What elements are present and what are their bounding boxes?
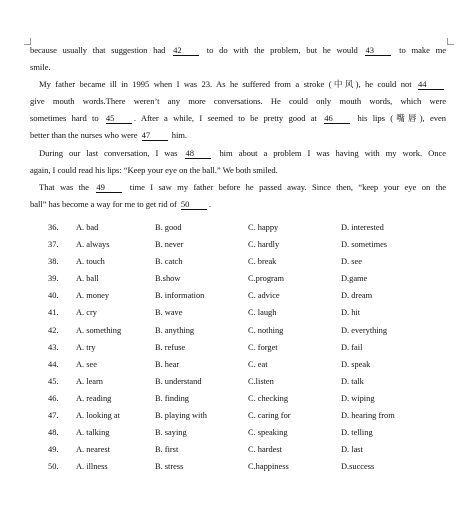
option-b: B. wave [155,308,183,318]
option-c: C.listen [248,376,274,386]
option-d: D. wiping [341,393,375,403]
option-b: B. understand [155,376,202,386]
question-row [30,458,446,475]
question-number: 40. [48,291,59,301]
passage-text-segment: again, I could read his lips: “Keep your eye on the ball.” We both smiled. [30,164,278,175]
option-d: D. dream [341,291,373,301]
question-number: 36. [48,223,59,232]
option-a: A. illness [76,462,108,472]
option-b: B. anything [155,325,195,335]
question-number: 37. [48,240,59,250]
question-row [30,270,446,287]
option-b: B. first [155,445,179,455]
option-c: C. advice [248,291,280,301]
passage-line [30,196,446,213]
passage-text [30,42,446,213]
question-row [30,339,446,356]
option-d: D. fail [341,342,363,352]
option-a: A. nearest [76,445,110,455]
blank-45: 45 [106,114,132,124]
option-a: A. looking at [76,411,120,421]
blank-43: 43 [365,46,391,56]
passage-line [30,127,446,144]
option-b: B. finding [155,393,189,403]
question-number: 45. [48,376,59,386]
question-row [30,407,446,424]
option-d: D. telling [341,428,373,438]
option-c: C.program [248,274,285,284]
passage-line [30,42,446,59]
option-c: C. speaking [248,428,288,438]
answer-options-list [30,219,446,475]
question-number: 48. [48,428,59,438]
question-row [30,253,446,270]
passage-text-segment: his lips (嘴唇), even [352,113,446,124]
passage-text-segment: sometimes hard to [30,113,104,124]
question-row [30,322,446,339]
passage-text-segment: time I saw my father before he passed away. Since then, “keep your eye on the [124,181,446,192]
page-corner-mark-right [447,38,454,45]
question-number: 43. [48,342,59,352]
option-b: B. playing with [155,411,207,421]
question-number: 44. [48,359,59,369]
option-a: A. bad [76,223,99,232]
question-number: 41. [48,308,59,318]
blank-44: 44 [418,80,444,90]
passage-text-segment: ball” has become a way for me to get rid of [30,198,179,209]
option-c: C. nothing [248,325,284,335]
option-b: B. good [155,223,182,232]
question-number: 38. [48,257,59,267]
option-b: B. catch [155,257,183,267]
blank-47: 47 [142,131,168,141]
option-d: D. hearing from [341,411,395,421]
passage-text-segment: give mouth words.There weren’t any more conversations. He could only mouth words, which were [30,96,446,107]
option-c: C. laugh [248,308,277,318]
option-b: B. saying [155,428,187,438]
option-a: A. money [76,291,110,301]
option-a: A. touch [76,257,105,267]
passage-line [30,76,446,93]
question-row [30,390,446,407]
option-d: D. see [341,257,362,267]
question-number: 46. [48,393,59,403]
question-number: 49. [48,445,59,455]
option-d: D. interested [341,223,384,232]
passage-line [30,93,446,110]
question-row [30,424,446,441]
option-a: A. see [76,359,97,369]
option-d: D. speak [341,359,371,369]
question-number: 50. [48,462,59,472]
blank-50: 50 [181,200,207,210]
blank-49: 49 [96,183,122,193]
passage-text-segment: That was the [39,181,95,192]
option-c: C.happiness [248,462,289,472]
question-number: 39. [48,274,59,284]
passage-line [30,162,446,179]
option-c: C. eat [248,359,268,369]
blank-42: 42 [173,46,199,56]
passage-text-segment: smile. [30,62,51,73]
option-b: B. information [155,291,205,301]
passage-text-segment: him. [169,130,188,141]
passage-line [30,110,446,127]
question-number: 42. [48,325,59,335]
option-b: B. refuse [155,342,186,352]
option-a: A. learn [76,376,103,386]
option-d: D. last [341,445,363,455]
option-d: D. hit [341,308,361,318]
question-row [30,441,446,458]
option-c: C. hardest [248,445,282,455]
option-b: B. stress [155,462,184,472]
option-c: C. forget [248,342,278,352]
question-row [30,373,446,390]
option-a: A. something [76,325,122,335]
option-b: B. never [155,240,184,250]
passage-line [30,145,446,162]
option-d: D.game [341,274,368,284]
option-d: D.success [341,462,375,472]
option-d: D. talk [341,376,364,386]
passage-text-segment: because usually that suggestion had [30,45,172,55]
option-d: D. everything [341,325,388,335]
option-d: D. sometimes [341,240,388,250]
option-a: A. cry [76,308,97,318]
passage-text-segment: . [208,198,211,209]
question-row [30,287,446,304]
option-a: A. reading [76,393,112,403]
passage-text-segment: him about a problem I was having with my work. Once [213,147,446,158]
option-b: B.show [155,274,181,284]
option-a: A. always [76,240,110,250]
passage-text-segment: better than the nurses who were [30,130,140,141]
passage-text-segment: . After a while, I seemed to be pretty good at [133,113,323,124]
passage-line [30,179,446,196]
option-b: B. hear [155,359,180,369]
passage-line [30,59,446,76]
passage-text-segment: to make me [393,45,446,55]
option-c: C. hardly [248,240,280,250]
blank-48: 48 [185,149,211,159]
question-row [30,356,446,373]
question-row [30,304,446,321]
passage-text-segment: During our last conversation, I was [39,147,184,158]
option-c: C. checking [248,393,289,403]
blank-46: 46 [324,114,350,124]
option-a: A. talking [76,428,110,438]
option-a: A. try [76,342,96,352]
option-c: C. caring for [248,411,291,421]
question-row [30,219,446,236]
passage-text-segment: My father became ill in 1995 when I was 23. As he suffered from a stroke (中风), he could not [39,79,416,90]
option-a: A. ball [76,274,99,284]
question-row [30,236,446,253]
option-c: C. break [248,257,277,267]
passage-text-segment: to do with the problem, but he would [201,45,364,55]
question-number: 47. [48,411,59,421]
option-c: C. happy [248,223,279,232]
